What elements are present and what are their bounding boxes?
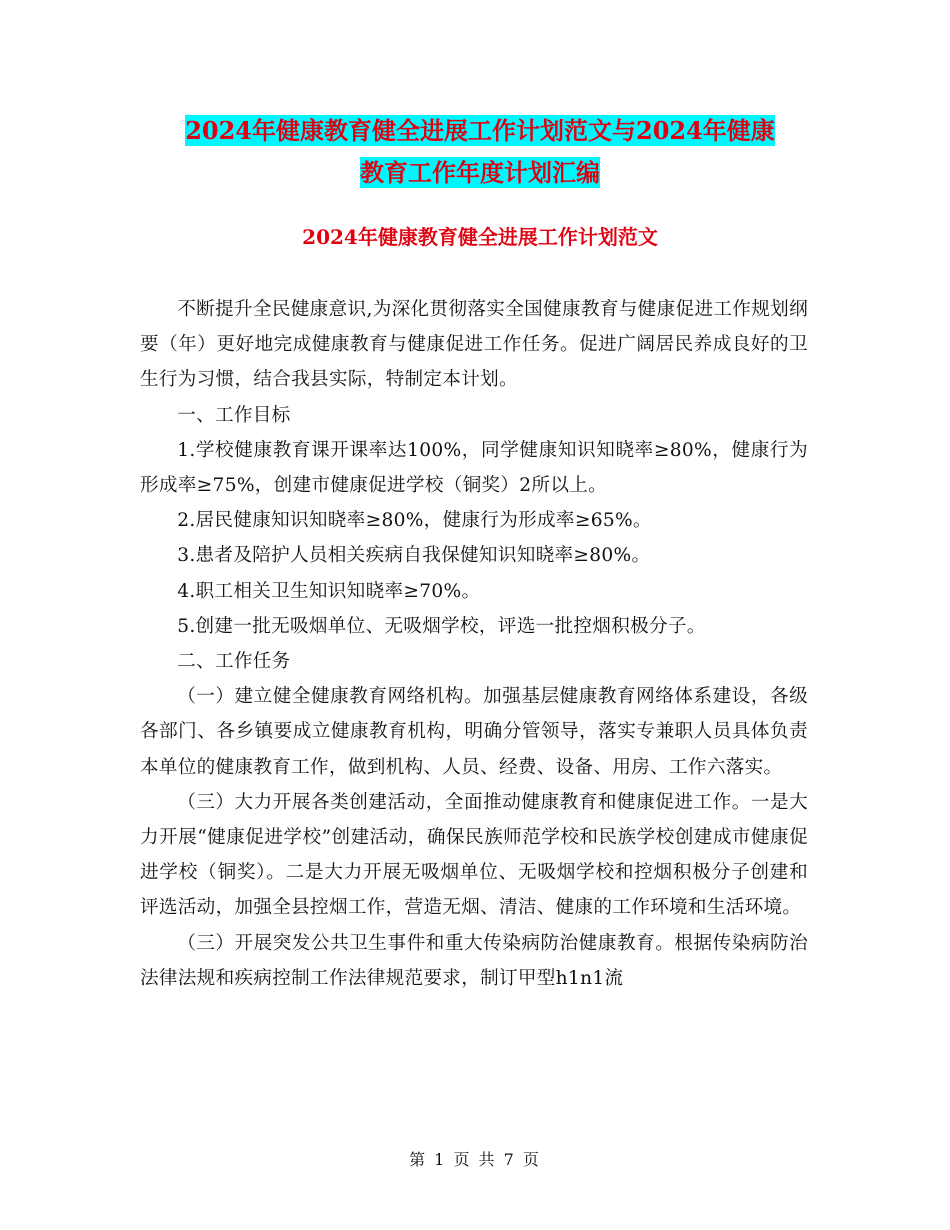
heading-work-tasks: 二、工作任务 bbox=[177, 651, 291, 673]
task-paragraph-3: （三）开展突发公共卫生事件和重大传染病防治健康教育。根据传染病防治法律法规和疾病控制工作法律规范要求，制订甲型h1n1流 bbox=[140, 932, 808, 989]
document-title-line-1: 2024年健康教育健全进展工作计划范文与2024年健康 bbox=[185, 116, 775, 145]
goal-item-5: 5.创建一批无吸烟单位、无吸烟学校，评选一批控烟积极分子。 bbox=[177, 615, 706, 637]
task-paragraph-2: （三）大力开展各类创建活动，全面推动健康教育和健康促进工作。一是大力开展“健康促进学校”创建活动，确保民族师范学校和民族学校创建成市健康促进学校（铜奖）。二是大力开展无吸烟单位、无吸烟学校和控烟积极分子创建和评选活动，加强全县控烟工作，营造无烟、清洁、健康的工作环境和生活环境。 bbox=[140, 791, 808, 919]
task-paragraph-1: （一）建立健全健康教育网络机构。加强基层健康教育网络体系建设，各级各部门、各乡镇要成立健康教育机构，明确分管领导，落实专兼职人员具体负责本单位的健康教育工作，做到机构、人员、经费、设备、用房、工作六落实。 bbox=[140, 686, 808, 778]
heading-work-goals: 一、工作目标 bbox=[177, 404, 291, 426]
goal-item-3: 3.患者及陪护人员相关疾病自我保健知识知晓率≥80%。 bbox=[177, 545, 651, 567]
goal-item-2: 2.居民健康知识知晓率≥80%，健康行为形成率≥65%。 bbox=[177, 510, 652, 532]
section-title: 2024年健康教育健全进展工作计划范文 bbox=[302, 225, 658, 249]
document-title bbox=[140, 110, 820, 194]
paragraph-intro: 不断提升全民健康意识,为深化贯彻落实全国健康教育与健康促进工作规划纲要（年）更好地完成健康教育与健康促进工作任务。促进广阔居民养成良好的卫生行为习惯，结合我县实际，特制定本计划。 bbox=[140, 299, 808, 391]
document-body bbox=[140, 292, 808, 996]
document-title-line-2: 教育工作年度计划汇编 bbox=[360, 158, 600, 187]
goal-item-4: 4.职工相关卫生知识知晓率≥70%。 bbox=[177, 580, 481, 602]
page-footer: 第 1 页 共 7 页 bbox=[409, 1150, 541, 1169]
goal-item-1: 1.学校健康教育课开课率达100%，同学健康知识知晓率≥80%，健康行为形成率≥75%，创建市健康促进学校（铜奖）2所以上。 bbox=[140, 439, 808, 497]
